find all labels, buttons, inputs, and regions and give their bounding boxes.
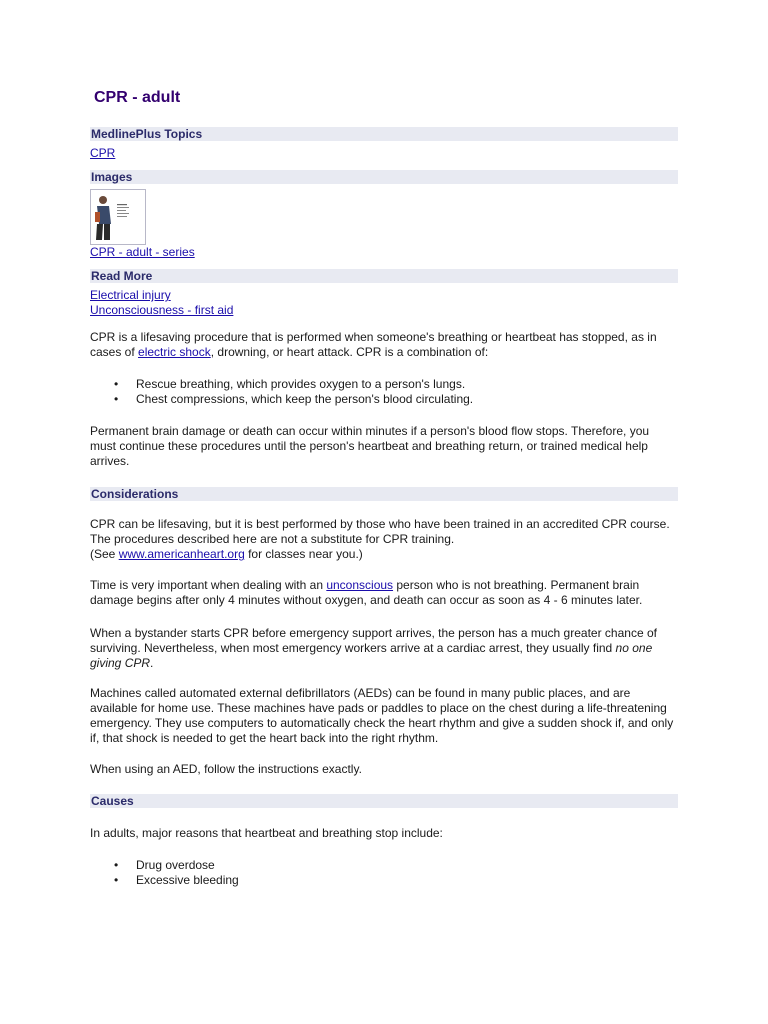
cpr-illustration-icon bbox=[91, 190, 146, 245]
considerations-p3-emphasis: no one giving CPR bbox=[90, 641, 653, 670]
considerations-p3-text-b: . bbox=[150, 656, 154, 670]
causes-bullet-list bbox=[90, 858, 678, 888]
considerations-paragraph-1 bbox=[90, 517, 678, 562]
link-unconsciousness-first-aid[interactable]: Unconsciousness - first aid bbox=[90, 303, 234, 317]
list-item: • Excessive bleeding bbox=[90, 873, 678, 888]
intro-text-a: CPR is a lifesaving procedure that is performed when someone's breathing or heartbeat has stopped, as in cases of bbox=[90, 330, 657, 359]
cpr-illustration-thumbnail[interactable] bbox=[90, 189, 146, 245]
section-heading-read-more: Read More bbox=[90, 269, 678, 283]
intro-paragraph-1 bbox=[90, 330, 678, 360]
considerations-text-b: (See bbox=[90, 547, 119, 561]
section-heading-images: Images bbox=[90, 170, 678, 184]
list-item: • Chest compressions, which keep the person's blood circulating. bbox=[90, 392, 678, 407]
considerations-paragraph-2 bbox=[90, 578, 678, 608]
page-title: CPR - adult bbox=[94, 89, 181, 106]
link-cpr-adult-series[interactable]: CPR - adult - series bbox=[90, 245, 195, 259]
section-heading-medlineplus: MedlinePlus Topics bbox=[90, 127, 678, 141]
link-unconscious[interactable]: unconscious bbox=[326, 578, 394, 592]
intro-text-b: , drowning, or heart attack. CPR is a combination of: bbox=[210, 345, 489, 359]
link-cpr[interactable]: CPR bbox=[90, 146, 116, 160]
considerations-p2-text-a: Time is very important when dealing with an bbox=[90, 578, 327, 592]
link-americanheart[interactable]: www.americanheart.org bbox=[118, 547, 245, 561]
considerations-p3-text-a: When a bystander starts CPR before emergency support arrives, the person has a much greater chance of surviving. Nevertheless, when most emergency workers arrive at a cardiac arrest, they usually find bbox=[90, 626, 657, 655]
considerations-paragraph-3 bbox=[90, 626, 678, 671]
list-item: • Drug overdose bbox=[90, 858, 678, 873]
considerations-p2-text-b: person who is not breathing. Permanent brain damage begins after only 4 minutes without oxygen, and death can occur as soon as 4 - 6 minutes later. bbox=[90, 578, 643, 607]
link-electrical-injury[interactable]: Electrical injury bbox=[90, 288, 171, 302]
considerations-text-a: CPR can be lifesaving, but it is best performed by those who have been trained in an accredited CPR course. The procedures described here are not a substitute for CPR training. bbox=[90, 517, 670, 546]
considerations-paragraph-4: Machines called automated external defibrillators (AEDs) can be found in many public places, and are available for home use. These machines have pads or paddles to place on the chest during a life-threatening emergency. They use computers to automatically check the heart rhythm and give a sudden shock if, and only if, that shock is needed to get the heart back into the right rhythm. bbox=[90, 686, 674, 745]
link-electric-shock[interactable]: electric shock bbox=[138, 345, 211, 359]
considerations-paragraph-5: When using an AED, follow the instructions exactly. bbox=[90, 762, 362, 776]
causes-paragraph-1: In adults, major reasons that heartbeat and breathing stop include: bbox=[90, 826, 443, 840]
section-heading-causes: Causes bbox=[90, 794, 678, 808]
intro-paragraph-2: Permanent brain damage or death can occur within minutes if a person's blood flow stops. Therefore, you must continue these procedures until the person's heartbeat and breathing return, or trained medical help arrives. bbox=[90, 424, 650, 468]
section-heading-considerations: Considerations bbox=[90, 487, 678, 501]
intro-bullet-list bbox=[90, 377, 678, 407]
considerations-text-c: for classes near you.) bbox=[244, 547, 363, 561]
list-item: • Rescue breathing, which provides oxygen to a person's lungs. bbox=[90, 377, 678, 392]
